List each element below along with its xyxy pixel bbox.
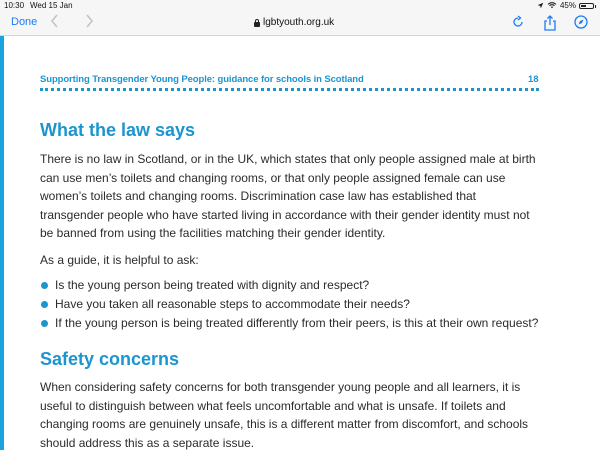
- list-item: Have you taken all reasonable steps to accommodate their needs?: [40, 295, 538, 314]
- chevron-right-icon: [85, 14, 94, 28]
- battery-percent: 45%: [559, 1, 576, 10]
- lock-icon: [254, 22, 260, 27]
- page-accent-bar: [0, 36, 4, 450]
- battery-icon: [579, 3, 594, 9]
- reload-icon: [511, 15, 525, 29]
- status-right: [537, 0, 594, 11]
- share-icon: [543, 15, 557, 31]
- chevron-left-icon: [50, 14, 59, 28]
- safety-paragraph: When considering safety concerns for both transgender young people and all learners, it is useful to distinguish between what feels uncomfortable and what is unsafe. If toilets and changing rooms are genuinely unsafe, this is a different matter from discomfort, and schools should address this as a separate issue.: [40, 380, 529, 450]
- wifi-icon: [547, 2, 557, 9]
- bullet-icon: [41, 301, 48, 308]
- status-time: 10:30: [4, 1, 25, 10]
- list-item: If the young person is being treated differently from their peers, is this at their own request?: [40, 314, 538, 333]
- back-button[interactable]: [50, 14, 59, 31]
- share-button[interactable]: [543, 15, 557, 29]
- address-bar[interactable]: [254, 17, 334, 28]
- location-icon: [537, 2, 544, 9]
- document-header: Supporting Transgender Young People: guidance for schools in Scotland: [40, 74, 364, 85]
- section-heading-law: What the law says: [40, 120, 196, 140]
- document-page[interactable]: [0, 36, 600, 450]
- guide-questions-list: [40, 276, 538, 333]
- status-date: Wed 15 Jan: [30, 1, 73, 10]
- done-button[interactable]: Done: [11, 16, 38, 28]
- bullet-icon: [41, 320, 48, 327]
- compass-button[interactable]: [574, 15, 588, 29]
- compass-icon: [574, 15, 588, 29]
- guide-intro: As a guide, it is helpful to ask:: [40, 253, 199, 267]
- status-bar: [0, 0, 600, 11]
- battery-fill: [581, 5, 586, 7]
- list-item: Is the young person being treated with dignity and respect?: [40, 276, 538, 295]
- bullet-icon: [41, 282, 48, 289]
- url-text: lgbtyouth.org.uk: [263, 17, 335, 28]
- forward-button[interactable]: [85, 14, 94, 31]
- law-paragraph: There is no law in Scotland, or in the UK, which states that only people assigned male at birth can use men’s toilets and changing rooms, or that only people assigned female can use women’s toilets and changing rooms. Discrimination case law has established that transgender people who have started living in accordance with their gender identity must not be banned from using the facilities matching their gender identity.: [40, 152, 536, 240]
- reload-button[interactable]: [511, 15, 525, 29]
- browser-toolbar: [0, 11, 600, 36]
- page-number: 18: [528, 74, 539, 85]
- header-divider: [40, 88, 539, 91]
- section-heading-safety: Safety concerns: [40, 349, 180, 369]
